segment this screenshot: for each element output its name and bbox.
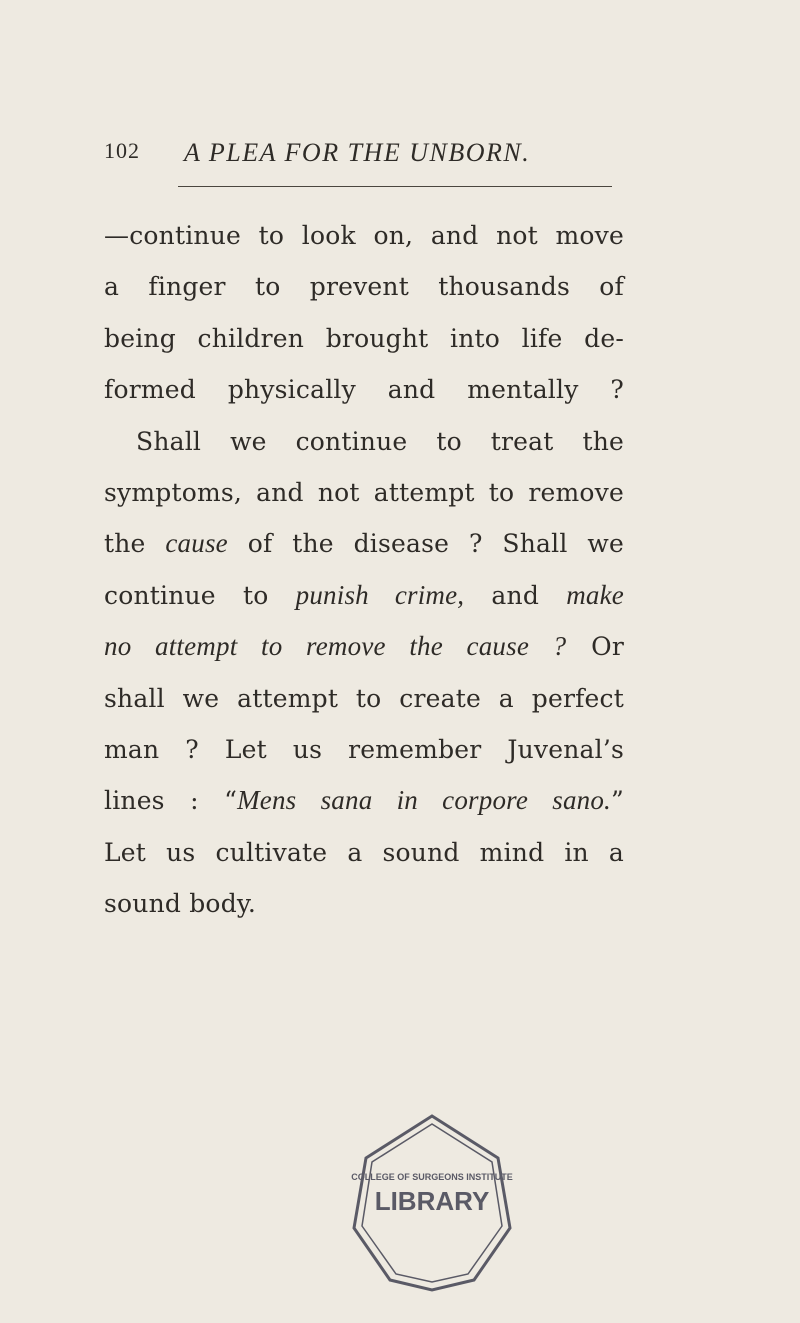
text-line bbox=[104, 724, 624, 775]
stamp-center-text: LIBRARY bbox=[374, 1186, 490, 1216]
text-run: man ? Let us remember Juvenal’s bbox=[104, 734, 624, 764]
library-stamp bbox=[348, 1110, 516, 1294]
italic-text: no attempt to remove the cause ? bbox=[104, 631, 567, 662]
text-run: sound body. bbox=[104, 889, 257, 919]
text-line bbox=[104, 570, 624, 621]
text-run: and bbox=[464, 580, 567, 610]
text-line bbox=[104, 673, 624, 724]
text-run: —continue to look on, and not move bbox=[104, 221, 624, 250]
text-run: lines : “ bbox=[104, 786, 238, 816]
text-line bbox=[104, 775, 624, 826]
text-run: shall we attempt to create a perfect bbox=[104, 683, 624, 713]
text-line bbox=[104, 467, 624, 518]
header-rule bbox=[178, 186, 612, 187]
italic-text: make bbox=[566, 579, 624, 610]
text-run: ” bbox=[611, 786, 624, 816]
text-run: of the disease ? Shall we bbox=[227, 529, 624, 559]
text-run: Shall we continue to treat the bbox=[136, 426, 624, 456]
text-line bbox=[104, 878, 624, 929]
italic-text: cause bbox=[165, 528, 228, 559]
text-line bbox=[104, 621, 624, 672]
text-run: being children brought into life de- bbox=[104, 323, 624, 353]
italic-text: Mens sana in corpore sano. bbox=[237, 785, 612, 816]
stamp-ring-text: COLLEGE OF SURGEONS INSTITUTE bbox=[351, 1172, 513, 1182]
text-run: formed physically and mentally ? bbox=[104, 375, 624, 405]
page-number: 102 bbox=[104, 138, 140, 163]
text-run: the bbox=[104, 529, 166, 559]
running-title: A PLEA FOR THE UNBORN. bbox=[184, 138, 531, 167]
body-text bbox=[104, 210, 624, 929]
text-run: symptoms, and not attempt to remove bbox=[104, 477, 624, 507]
text-line bbox=[104, 210, 624, 261]
text-line bbox=[104, 827, 624, 878]
text-run: continue to bbox=[104, 580, 296, 610]
italic-text: punish crime, bbox=[295, 579, 465, 610]
text-line bbox=[104, 364, 624, 415]
text-line bbox=[104, 261, 624, 312]
text-line bbox=[104, 518, 624, 569]
text-run: Or bbox=[566, 632, 624, 662]
text-run: Let us cultivate a sound mind in a bbox=[104, 837, 624, 867]
page-header bbox=[104, 138, 624, 178]
text-line bbox=[104, 416, 624, 467]
text-line bbox=[104, 313, 624, 364]
text-run: a finger to prevent thousands of bbox=[104, 272, 624, 302]
